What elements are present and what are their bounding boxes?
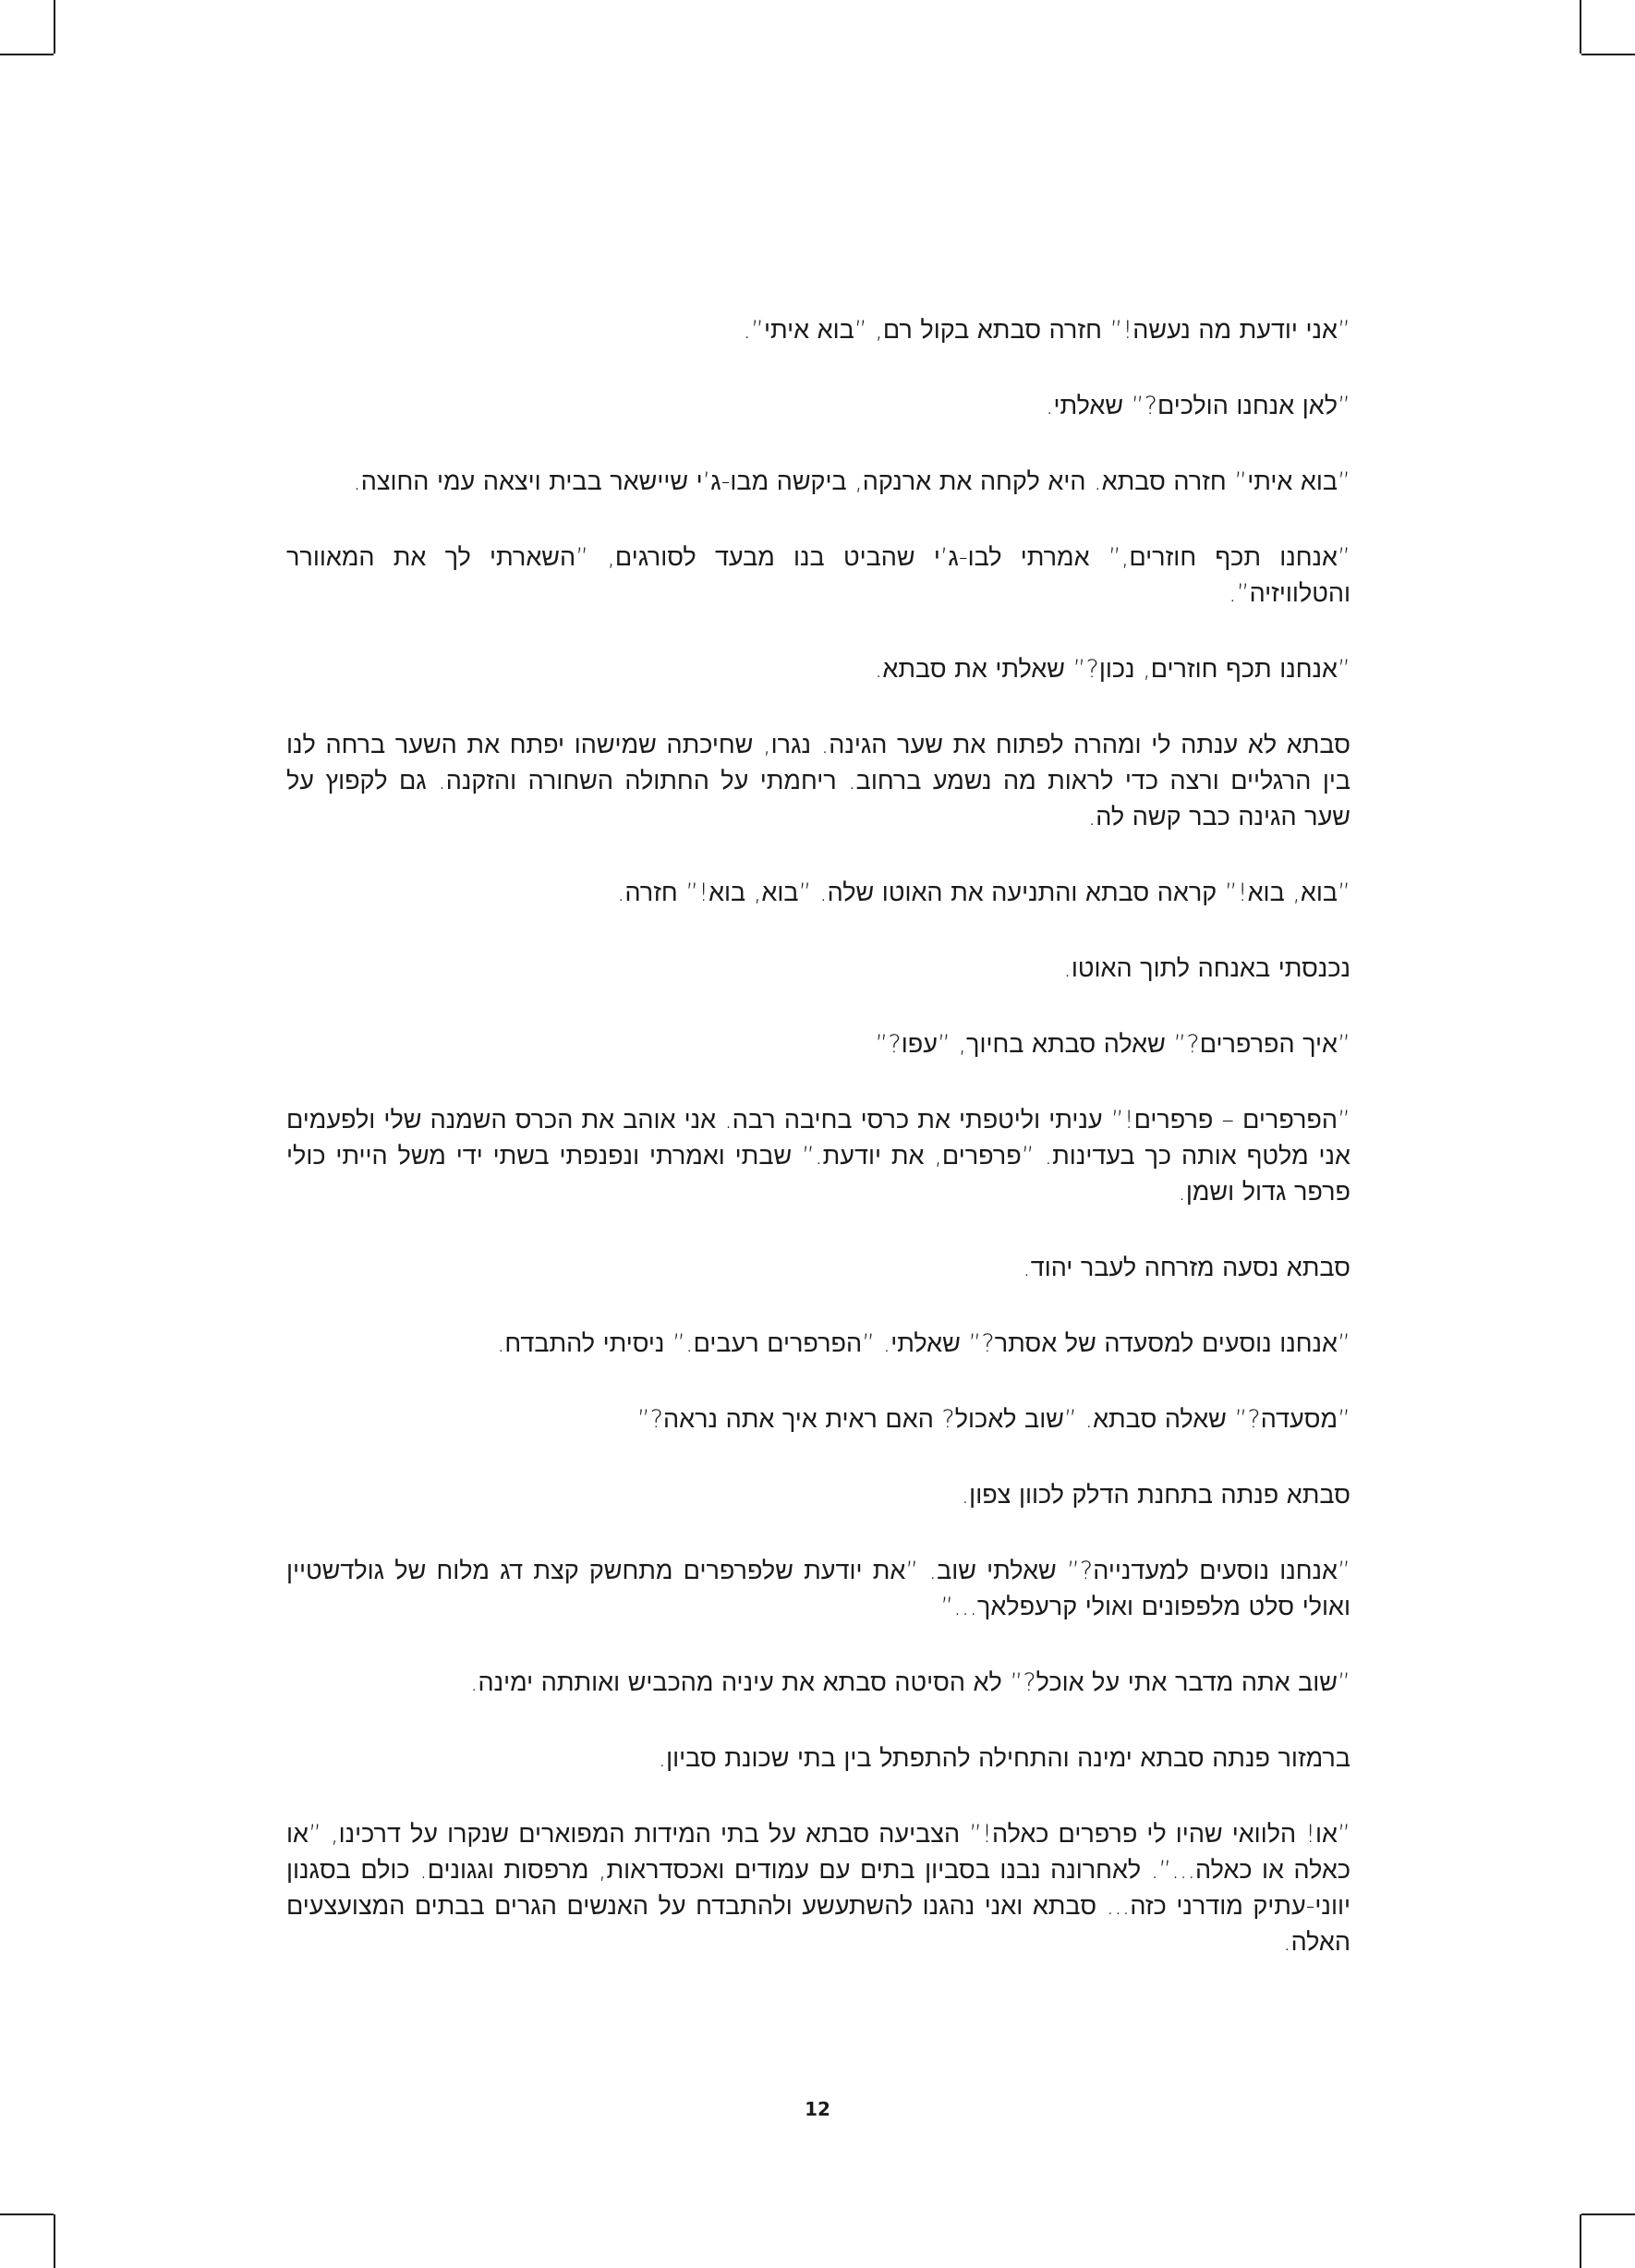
crop-mark-bottom-right-horizontal xyxy=(1581,2213,1635,2215)
paragraph: ”שוב אתה מדבר אתי על אוכל?” לא הסיטה סבתא את עיניה מהכביש ואותתה ימינה. xyxy=(469,1668,1350,1697)
crop-mark-top-left-horizontal xyxy=(0,54,54,55)
paragraph: ”אנחנו תכף חוזרים, נכון?” שאלתי את סבתא. xyxy=(874,655,1350,684)
paragraph: ”אני יודעת מה נעשה!” חזרה סבתא בקול רם, ”בוא איתי”. xyxy=(743,316,1350,345)
crop-mark-bottom-right-vertical xyxy=(1580,2214,1581,2268)
paragraph: ”בוא, בוא!” קראה סבתא והתניעה את האוטו שלה. ”בוא, בוא!” חזרה. xyxy=(616,879,1350,907)
paragraph: סבתא נסעה מזרחה לעבר יהוד. xyxy=(1023,1254,1350,1282)
paragraph: ”איך הפרפרים?” שאלה סבתא בחיוך, ”עפו?” xyxy=(875,1030,1350,1059)
paragraph: סבתא פנתה בתחנת הדלק לכוון צפון. xyxy=(961,1481,1350,1510)
story-text xyxy=(286,312,1350,2000)
paragraph: ”בוא איתי” חזרה סבתא. היא לקחה את ארנקה, ביקשה מבו-ג’י שיישאר בבית ויצאה עמי החוצה. xyxy=(353,467,1350,496)
paragraph: ”הפרפרים – פרפרים!” עניתי וליטפתי את כרסי בחיבה רבה. אני אוהב את הכרס השמנה שלי ולפעמים אני מלטף אותה כך בעדינות. ”פרפרים, את יודעת.” שבתי ואמרתי ונפנפתי בשתי ידי משל הייתי כולי פרפר גדול ושמן. xyxy=(286,1106,1350,1207)
paragraph: ”אנחנו נוסעים למסעדה של אסתר?” שאלתי. ”הפרפרים רעבים.” ניסיתי להתבדח. xyxy=(496,1329,1350,1358)
crop-mark-bottom-left-vertical xyxy=(54,2214,55,2268)
paragraph: ”אנחנו נוסעים למעדנייה?” שאלתי שוב. ”את יודעת שלפרפרים מתחשק קצת דג מלוח של גולדשטיין ואולי סלט מלפפונים ואולי קרעפלאך...” xyxy=(286,1557,1350,1621)
paragraph: ”מסעדה?” שאלה סבתא. ”שוב לאכול? האם ראית איך אתה נראה?” xyxy=(636,1405,1350,1434)
crop-mark-bottom-left-horizontal xyxy=(0,2213,54,2215)
paragraph: ”אנחנו תכף חוזרים,” אמרתי לבו-ג’י שהביט בנו מבעד לסורגים, ”השארתי לך את המאוורר והטלוויזיה”. xyxy=(286,543,1350,608)
paragraph: ”או! הלוואי שהיו לי פרפרים כאלה!” הצביעה סבתא על בתי המידות המפוארים שנקרו על דרכינו, ”או כאלה או כאלה...”. לאחרונה נבנו בסביון בתים עם עמודים ואכסדראות, מרפסות וגגונים. כולם בסגנון יווני-עתיק מודרני כזה... סבתא ואני נהגנו להשתעשע ולהתבדח על האנשים הגרים בבתים המצועצעים האלה. xyxy=(286,1820,1350,1957)
paragraph: נכנסתי באנחה לתוך האוטו. xyxy=(1063,954,1350,983)
paragraph: ”לאן אנחנו הולכים?” שאלתי. xyxy=(1045,392,1350,420)
paragraph: סבתא לא ענתה לי ומהרה לפתוח את שער הגינה. נגרו, שחיכתה שמישהו יפתח את השער ברחה לנו בין הרגליים ורצה כדי לראות מה נשמע ברחוב. ריחמתי על החתולה השחורה והזקנה. גם לקפוץ על שער הגינה כבר קשה לה. xyxy=(286,731,1351,831)
crop-mark-top-left-vertical xyxy=(54,0,55,54)
crop-mark-top-right-vertical xyxy=(1580,0,1581,54)
page-number: 12 xyxy=(805,2098,830,2120)
paragraph: ברמזור פנתה סבתא ימינה והתחילה להתפתל בין בתי שכונת סביון. xyxy=(658,1744,1350,1773)
crop-mark-top-right-horizontal xyxy=(1581,54,1635,55)
